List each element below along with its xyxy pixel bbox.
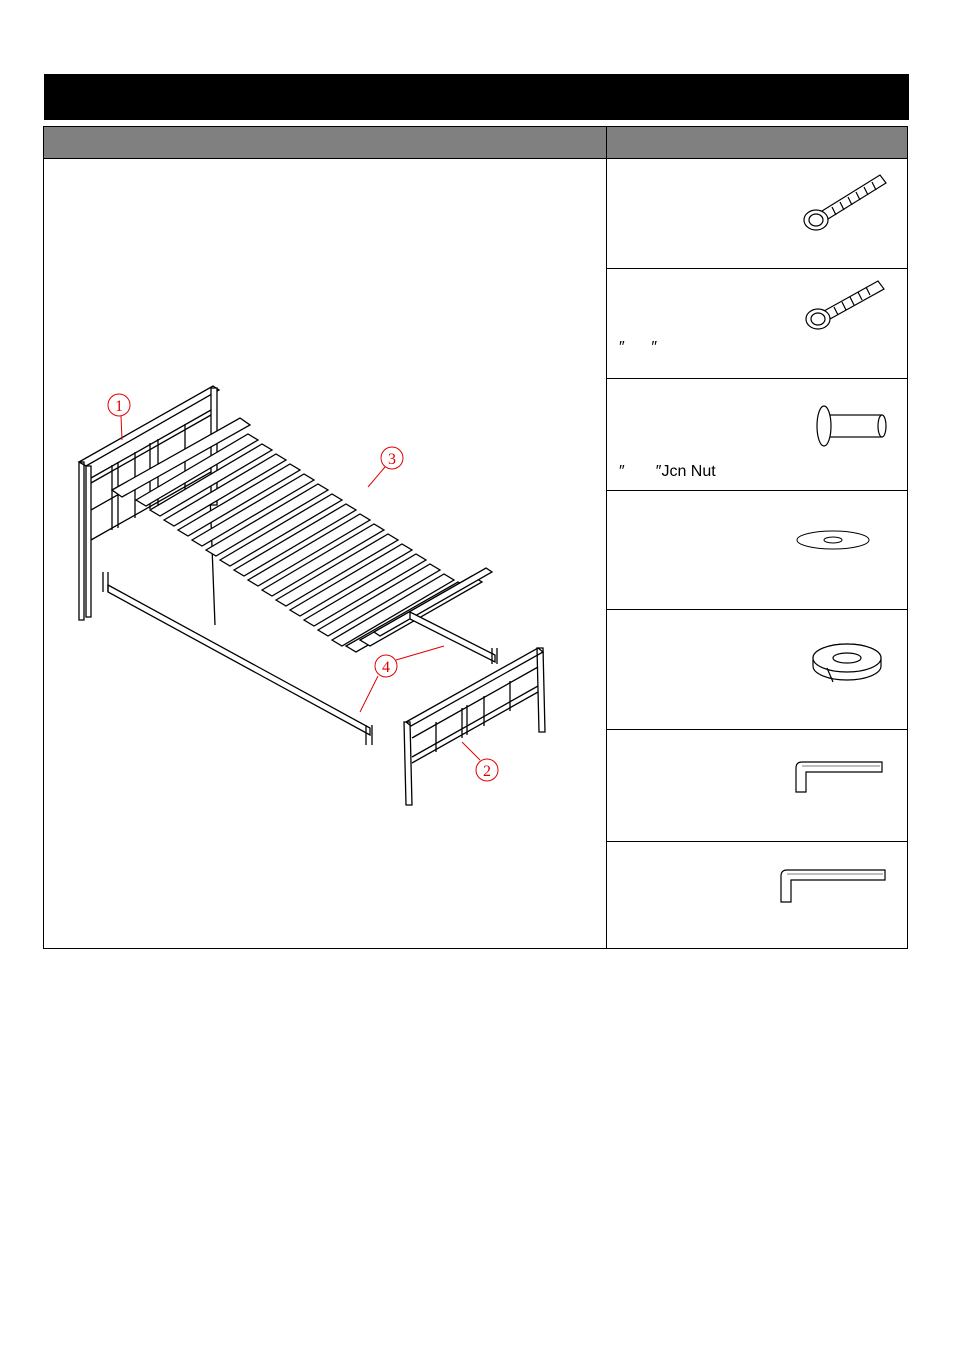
jcn-nut-icon bbox=[812, 401, 892, 449]
hardware-row-jcn-nut bbox=[607, 379, 907, 491]
large-allen-key-icon bbox=[777, 866, 889, 906]
part-label: ″ ″Jcn Nut bbox=[619, 463, 716, 480]
footboard-part bbox=[404, 648, 545, 805]
callout-3-label: 3 bbox=[388, 451, 396, 468]
small-allen-key-icon bbox=[792, 758, 887, 798]
bed-assembly-diagram bbox=[30, 370, 570, 830]
callout-1-label: 1 bbox=[115, 398, 123, 415]
part-label: ″ ″ bbox=[619, 339, 657, 356]
hardware-row-spring-washer bbox=[607, 610, 907, 730]
hardware-row-long-bolt bbox=[607, 159, 907, 269]
flat-washer-icon bbox=[793, 527, 873, 555]
hardware-row-short-bolt bbox=[607, 269, 907, 379]
header-divider bbox=[606, 127, 607, 158]
hardware-row-large-allen-key bbox=[607, 842, 907, 948]
callout-4-label: 4 bbox=[382, 659, 390, 676]
title-bar bbox=[44, 74, 909, 120]
hardware-row-small-allen-key bbox=[607, 730, 907, 842]
short-bolt-icon bbox=[802, 275, 892, 335]
hardware-row-flat-washer bbox=[607, 491, 907, 610]
long-bolt-icon bbox=[802, 167, 892, 237]
slats-part bbox=[112, 418, 492, 652]
callout-2-label: 2 bbox=[483, 763, 491, 780]
table-header bbox=[43, 126, 908, 159]
spring-washer-icon bbox=[807, 636, 887, 684]
